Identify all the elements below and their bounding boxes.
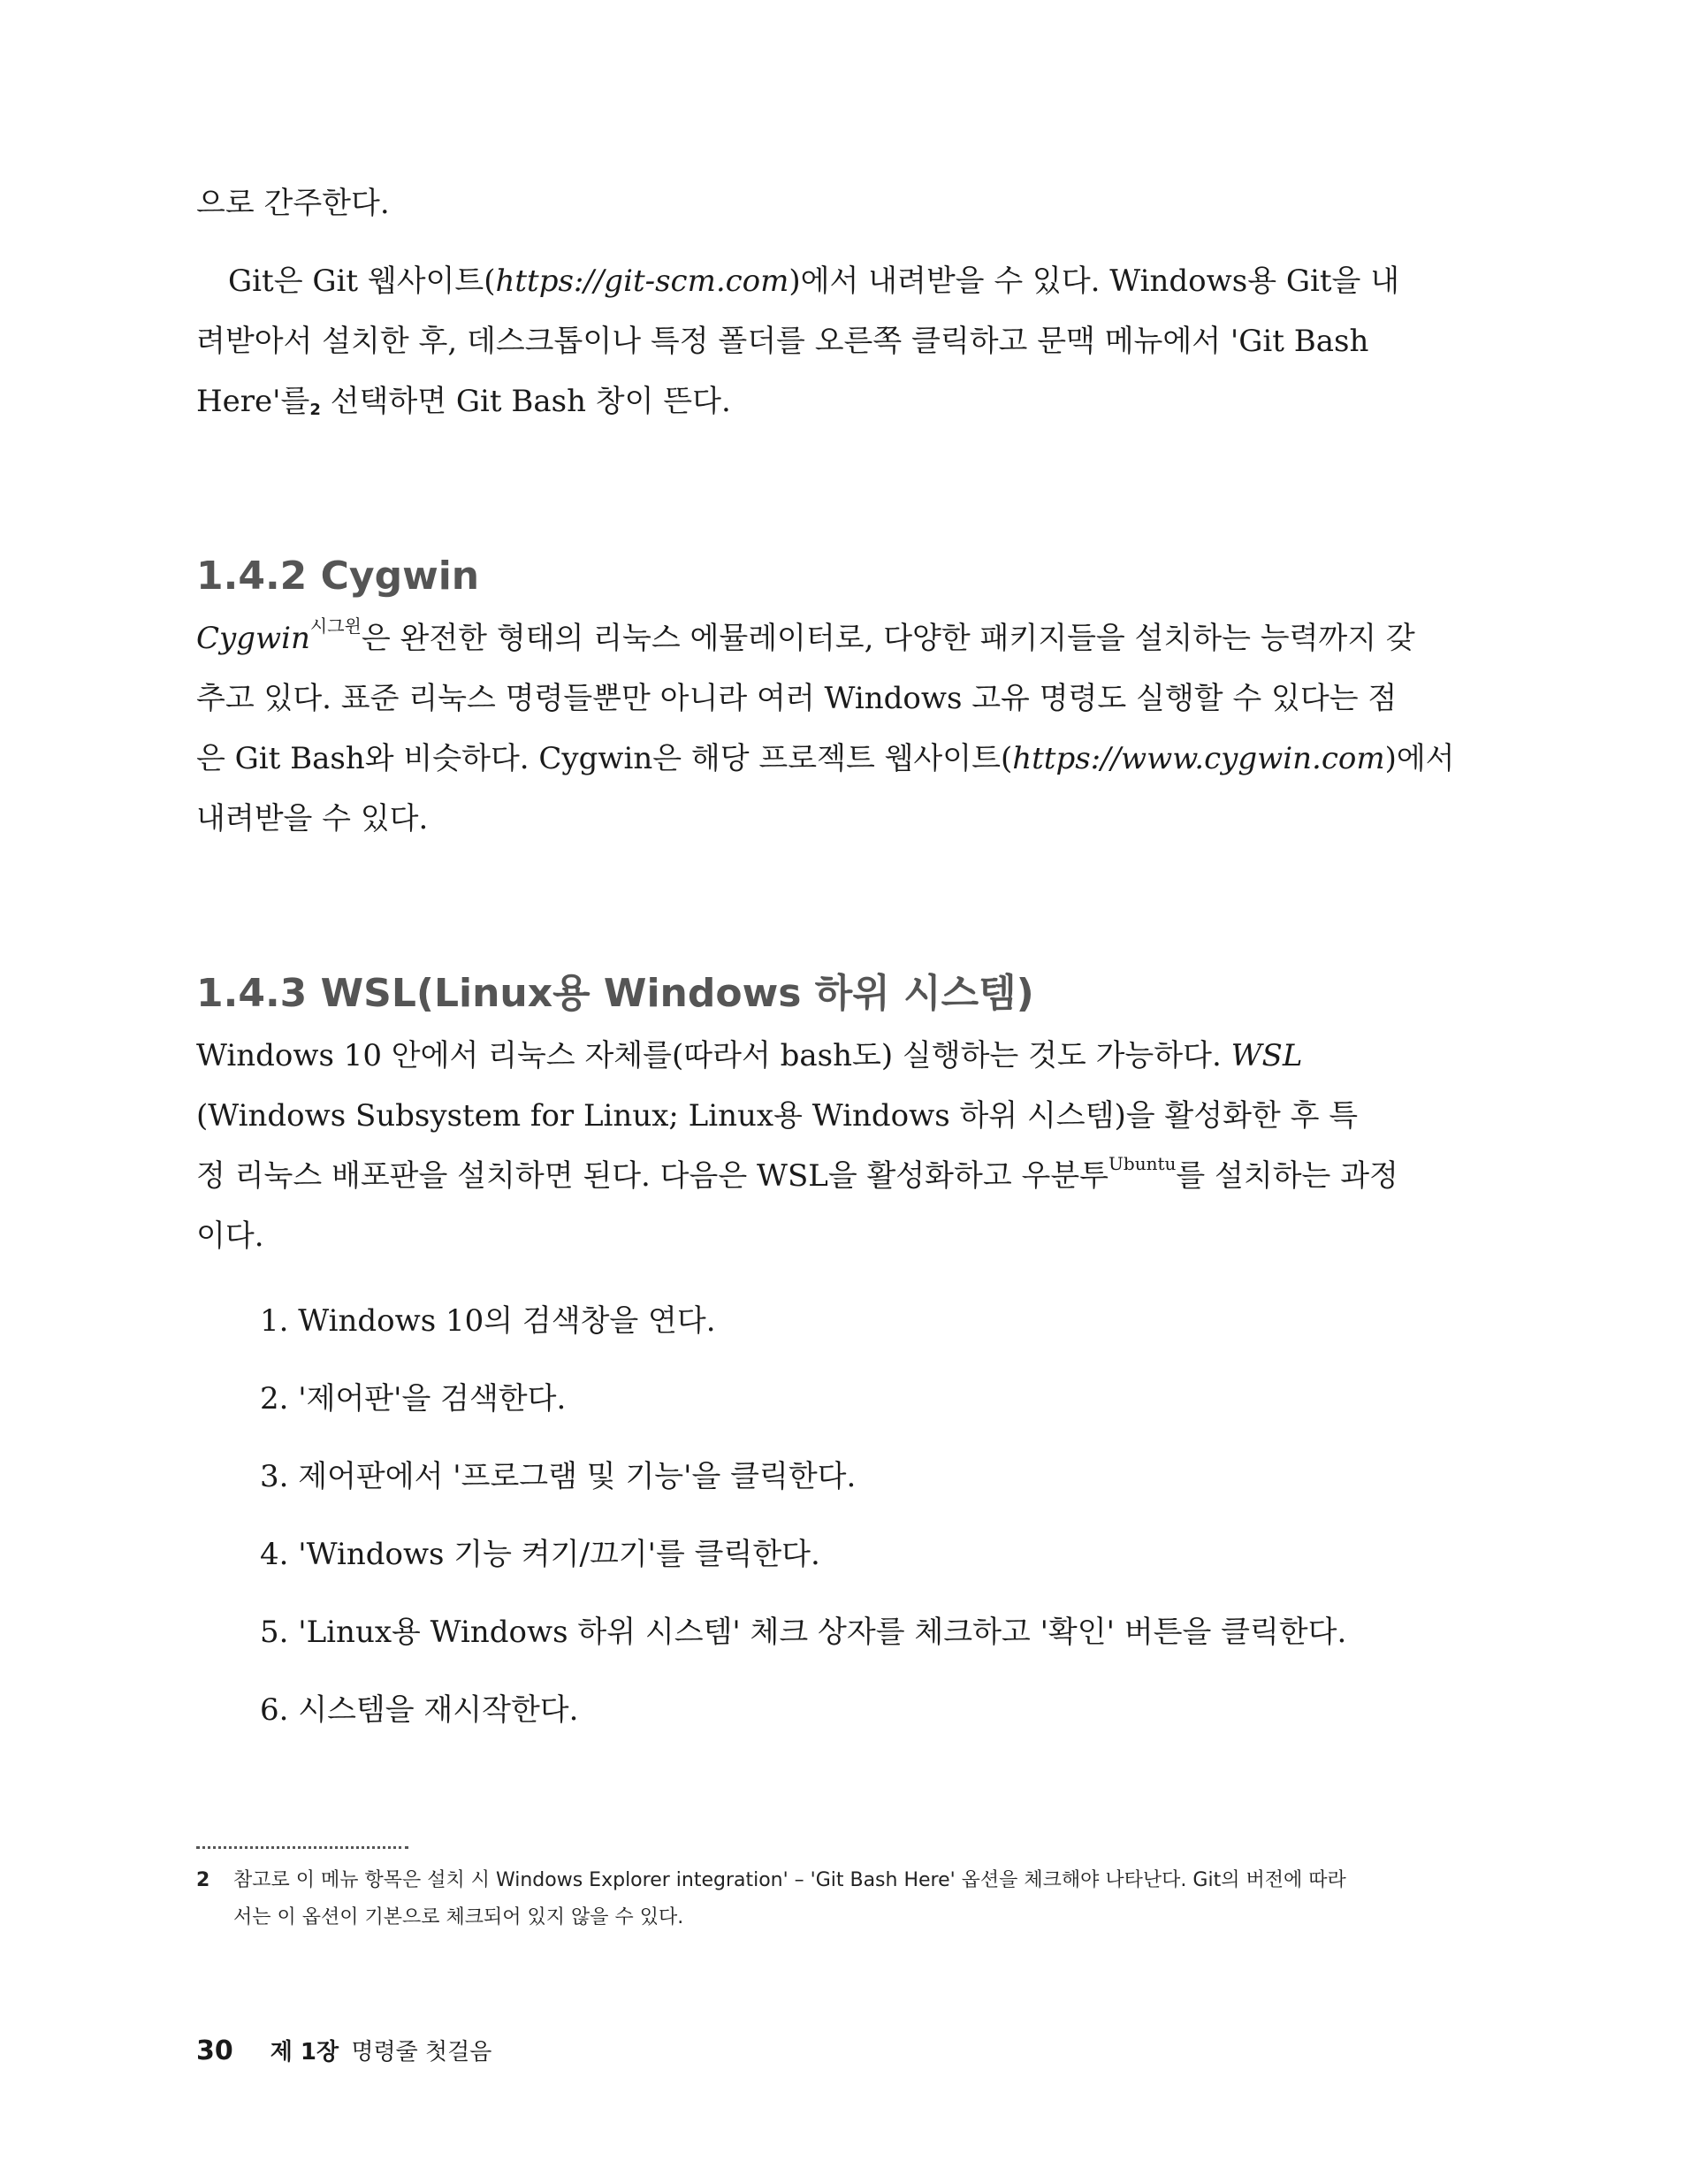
footnote-divider bbox=[196, 1846, 408, 1849]
text-run: 은 완전한 형태의 리눅스 에뮬레이터로, 다양한 패키지들을 설치하는 능력까지 갖 bbox=[361, 621, 1415, 656]
text-line: 으로 간주한다. bbox=[196, 186, 390, 221]
text-line bbox=[196, 1026, 1383, 1086]
document-page bbox=[196, 0, 1455, 2184]
paragraph-cygwin bbox=[196, 608, 1455, 849]
list-item: 5. 'Linux용 Windows 하위 시스템' 체크 상자를 체크하고 '확인' 버튼을 클릭한다. bbox=[260, 1615, 1347, 1650]
text-run: 선택하면 Git Bash 창이 뜬다. bbox=[320, 384, 731, 419]
list-item: 6. 시스템을 재시작한다. bbox=[260, 1692, 579, 1728]
cygwin-url-link[interactable]: https://www.cygwin.com bbox=[1012, 741, 1385, 776]
text-run: 정 리눅스 배포판을 설치하면 된다. 다음은 WSL을 활성화하고 우분투 bbox=[196, 1158, 1109, 1194]
footnote-ref[interactable]: 2 bbox=[309, 401, 321, 419]
wsl-steps-list bbox=[260, 1282, 1383, 1749]
text-line: (Windows Subsystem for Linux; Linux용 Windows 하위 시스템)을 활성화한 후 특 bbox=[196, 1098, 1359, 1134]
text-line: 내려받을 수 있다. bbox=[196, 801, 429, 836]
text-run: Git은 Git 웹사이트( bbox=[228, 263, 496, 299]
term-reading: Ubuntu bbox=[1109, 1153, 1177, 1174]
text-run: 를 설치하는 과정 bbox=[1176, 1158, 1398, 1194]
footnote-number: 2 bbox=[196, 1869, 210, 1891]
footnote bbox=[196, 1862, 1383, 1936]
term-cygwin: Cygwin bbox=[196, 621, 310, 656]
text-line bbox=[196, 371, 1383, 431]
list-item: 3. 제어판에서 '프로그램 및 기능'을 클릭한다. bbox=[260, 1459, 857, 1494]
text-line bbox=[196, 251, 1400, 311]
term-reading: 시그윈 bbox=[309, 615, 362, 637]
text-line bbox=[196, 608, 1415, 668]
text-line bbox=[196, 729, 1455, 789]
term-wsl: WSL bbox=[1230, 1038, 1303, 1073]
text-run: 은 Git Bash와 비슷하다. Cygwin은 해당 프로젝트 웹사이트( bbox=[196, 741, 1013, 776]
paragraph-wsl bbox=[196, 1026, 1398, 1266]
text-line: 추고 있다. 표준 리눅스 명령들뿐만 아니라 여러 Windows 고유 명령도 실행할 수 있다는 점 bbox=[196, 681, 1398, 716]
text-run: Windows 10 안에서 리눅스 자체를(따라서 bash도) 실행하는 것도 가능하다. bbox=[196, 1038, 1231, 1073]
section-heading-wsl: 1.4.3 WSL(Linux용 Windows 하위 시스템) bbox=[196, 971, 1034, 1016]
text-run: Here'를 bbox=[196, 384, 310, 419]
text-line: 이다. bbox=[196, 1218, 264, 1254]
text-run: )에서 bbox=[1384, 741, 1455, 776]
list-item: 2. '제어판'을 검색한다. bbox=[260, 1381, 567, 1417]
paragraph-git-download bbox=[196, 251, 1400, 431]
paragraph-continuation bbox=[196, 173, 1383, 233]
text-run: )에서 내려받을 수 있다. Windows용 Git을 내 bbox=[789, 263, 1400, 299]
footnote-line: 참고로 이 메뉴 항목은 설치 시 Windows Explorer integration' – 'Git Bash Here' 옵션을 체크해야 나타난다. Git의 버전에 따라 bbox=[233, 1869, 1346, 1891]
text-line: 려받아서 설치한 후, 데스크톱이나 특정 폴더를 오른쪽 클릭하고 문맥 메뉴에서 'Git Bash bbox=[196, 324, 1369, 359]
page-footer bbox=[196, 2034, 491, 2066]
page-number: 30 bbox=[196, 2035, 233, 2066]
list-item: 1. Windows 10의 검색창을 연다. bbox=[260, 1303, 716, 1339]
section-heading-cygwin: 1.4.2 Cygwin bbox=[196, 554, 480, 599]
footnote-line: 서는 이 옵션이 기본으로 체크되어 있지 않을 수 있다. bbox=[233, 1906, 684, 1928]
list-item: 4. 'Windows 기능 켜기/끄기'를 클릭한다. bbox=[260, 1537, 820, 1572]
chapter-title: 명령줄 첫걸음 bbox=[351, 2039, 492, 2066]
text-line bbox=[196, 1146, 1398, 1206]
git-url-link[interactable]: https://git-scm.com bbox=[495, 263, 789, 299]
chapter-label: 제 1장 bbox=[270, 2039, 339, 2066]
